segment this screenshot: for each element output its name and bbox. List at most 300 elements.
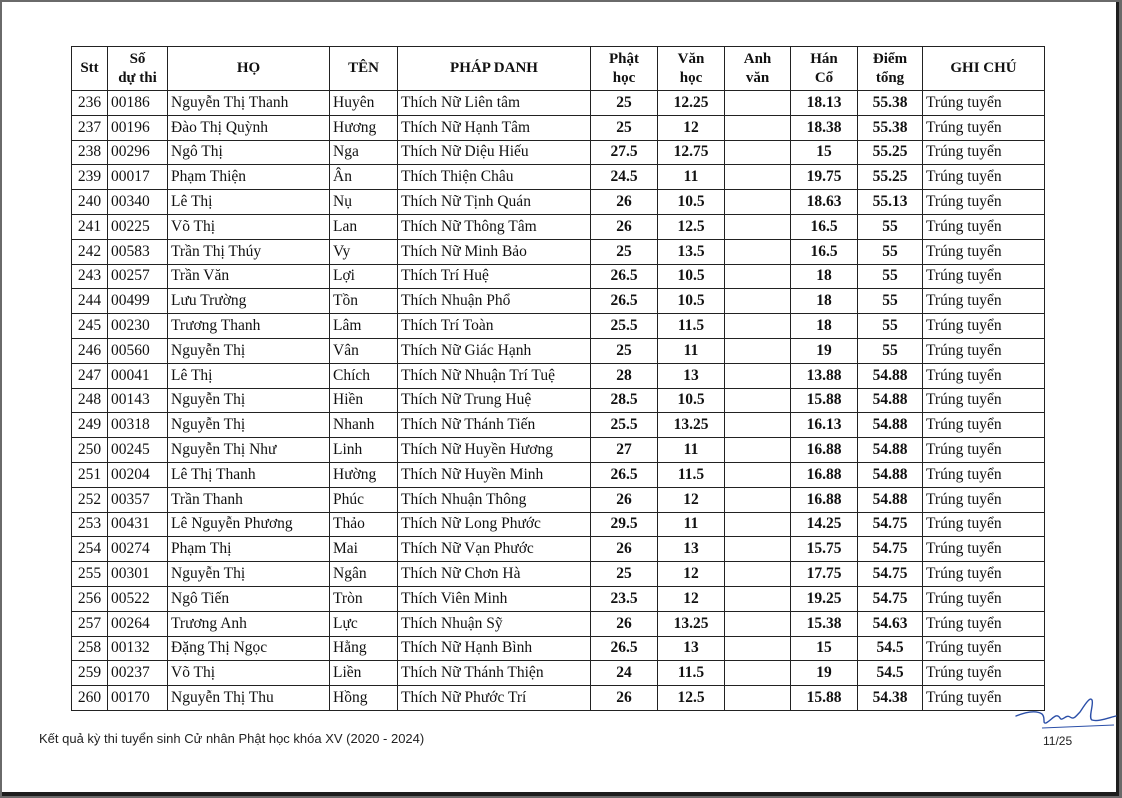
cell-van-hoc: 11 [658,165,725,190]
header-ten: TÊN [330,47,398,91]
cell-diem-tong: 54.75 [858,562,923,587]
cell-diem-tong: 54.5 [858,661,923,686]
cell-anh-van [725,264,791,289]
cell-so-du-thi: 00230 [108,314,168,339]
cell-ten: Thảo [330,512,398,537]
cell-so-du-thi: 00264 [108,611,168,636]
cell-ghi-chu: Trúng tuyển [923,190,1045,215]
cell-phat-hoc: 27 [591,438,658,463]
cell-ho: Phạm Thị [168,537,330,562]
cell-phap-danh: Thích Viên Minh [398,586,591,611]
cell-van-hoc: 10.5 [658,289,725,314]
cell-han-co: 16.88 [791,438,858,463]
header-so-du-thi: Số dự thi [108,47,168,91]
cell-phat-hoc: 23.5 [591,586,658,611]
cell-phat-hoc: 26 [591,611,658,636]
cell-van-hoc: 12.75 [658,140,725,165]
cell-so-du-thi: 00196 [108,115,168,140]
header-ghi-chu: GHI CHÚ [923,47,1045,91]
cell-stt: 259 [72,661,108,686]
cell-phap-danh: Thích Trí Huệ [398,264,591,289]
cell-phat-hoc: 28.5 [591,388,658,413]
table-row [72,686,1045,711]
cell-ten: Tròn [330,586,398,611]
cell-ten: Lâm [330,314,398,339]
cell-han-co: 15 [791,636,858,661]
cell-ghi-chu: Trúng tuyển [923,214,1045,239]
cell-phap-danh: Thích Nữ Thánh Tiến [398,413,591,438]
cell-van-hoc: 12 [658,586,725,611]
cell-diem-tong: 54.75 [858,586,923,611]
cell-han-co: 18.63 [791,190,858,215]
cell-diem-tong: 54.88 [858,413,923,438]
cell-so-du-thi: 00340 [108,190,168,215]
table-row [72,661,1045,686]
cell-phat-hoc: 26 [591,537,658,562]
cell-so-du-thi: 00237 [108,661,168,686]
admission-results-table [71,46,1045,711]
cell-ten: Lực [330,611,398,636]
cell-stt: 253 [72,512,108,537]
cell-van-hoc: 13.25 [658,611,725,636]
header-han-co: Hán Cổ [791,47,858,91]
cell-ten: Hương [330,115,398,140]
cell-diem-tong: 54.88 [858,462,923,487]
cell-so-du-thi: 00431 [108,512,168,537]
cell-phat-hoc: 26 [591,686,658,711]
cell-ghi-chu: Trúng tuyển [923,487,1045,512]
cell-diem-tong: 55.13 [858,190,923,215]
cell-ghi-chu: Trúng tuyển [923,165,1045,190]
cell-ten: Nhanh [330,413,398,438]
cell-diem-tong: 54.88 [858,388,923,413]
cell-ghi-chu: Trúng tuyển [923,661,1045,686]
cell-han-co: 15.75 [791,537,858,562]
header-phap-danh: PHÁP DANH [398,47,591,91]
cell-ho: Nguyễn Thị [168,413,330,438]
cell-van-hoc: 11 [658,438,725,463]
cell-ho: Trần Thanh [168,487,330,512]
cell-diem-tong: 55.38 [858,115,923,140]
cell-ten: Nga [330,140,398,165]
cell-ghi-chu: Trúng tuyển [923,115,1045,140]
cell-ghi-chu: Trúng tuyển [923,686,1045,711]
signature-stroke [1016,699,1116,723]
cell-han-co: 18.13 [791,91,858,116]
cell-phat-hoc: 25 [591,239,658,264]
header-anh-van: Anh văn [725,47,791,91]
cell-phap-danh: Thích Nữ Liên tâm [398,91,591,116]
cell-ho: Trần Thị Thúy [168,239,330,264]
table-row [72,462,1045,487]
cell-ho: Lê Nguyễn Phương [168,512,330,537]
cell-anh-van [725,165,791,190]
table-row [72,611,1045,636]
cell-phat-hoc: 24.5 [591,165,658,190]
cell-stt: 236 [72,91,108,116]
header-diem-tong: Điểm tổng [858,47,923,91]
cell-phap-danh: Thích Nữ Huyền Hương [398,438,591,463]
cell-phat-hoc: 24 [591,661,658,686]
table-row [72,239,1045,264]
cell-phat-hoc: 26.5 [591,636,658,661]
cell-van-hoc: 12 [658,562,725,587]
cell-so-du-thi: 00499 [108,289,168,314]
cell-han-co: 16.5 [791,214,858,239]
header-phat-hoc: Phật học [591,47,658,91]
cell-so-du-thi: 00186 [108,91,168,116]
cell-phap-danh: Thích Thiện Châu [398,165,591,190]
cell-van-hoc: 10.5 [658,388,725,413]
cell-stt: 247 [72,363,108,388]
table-row [72,438,1045,463]
cell-van-hoc: 12.5 [658,686,725,711]
cell-diem-tong: 54.88 [858,438,923,463]
table-header-row [72,47,1045,91]
cell-anh-van [725,462,791,487]
cell-anh-van [725,512,791,537]
cell-ten: Vy [330,239,398,264]
cell-ghi-chu: Trúng tuyển [923,611,1045,636]
cell-anh-van [725,338,791,363]
cell-ten: Huyên [330,91,398,116]
cell-phap-danh: Thích Nữ Minh Bảo [398,239,591,264]
cell-phat-hoc: 26.5 [591,462,658,487]
signature-underline [1042,725,1114,728]
cell-ten: Nụ [330,190,398,215]
cell-han-co: 16.88 [791,487,858,512]
cell-ho: Đặng Thị Ngọc [168,636,330,661]
cell-stt: 240 [72,190,108,215]
cell-so-du-thi: 00143 [108,388,168,413]
page-number: 11/25 [1043,734,1073,748]
header-ho: HỌ [168,47,330,91]
cell-han-co: 16.13 [791,413,858,438]
cell-stt: 248 [72,388,108,413]
cell-stt: 255 [72,562,108,587]
cell-diem-tong: 55 [858,264,923,289]
cell-ghi-chu: Trúng tuyển [923,140,1045,165]
cell-han-co: 14.25 [791,512,858,537]
table-row [72,190,1045,215]
cell-han-co: 18 [791,264,858,289]
cell-anh-van [725,239,791,264]
cell-phap-danh: Thích Nhuận Thông [398,487,591,512]
cell-phat-hoc: 28 [591,363,658,388]
cell-han-co: 18 [791,289,858,314]
table-row [72,91,1045,116]
cell-so-du-thi: 00257 [108,264,168,289]
cell-ghi-chu: Trúng tuyển [923,314,1045,339]
table-row [72,487,1045,512]
cell-phat-hoc: 25 [591,115,658,140]
cell-ho: Trần Văn [168,264,330,289]
cell-ghi-chu: Trúng tuyển [923,363,1045,388]
cell-ho: Ngô Tiến [168,586,330,611]
cell-anh-van [725,636,791,661]
cell-diem-tong: 54.38 [858,686,923,711]
cell-phap-danh: Thích Nữ Phước Trí [398,686,591,711]
cell-ghi-chu: Trúng tuyển [923,586,1045,611]
cell-ho: Nguyễn Thị [168,388,330,413]
cell-van-hoc: 10.5 [658,190,725,215]
cell-han-co: 16.5 [791,239,858,264]
cell-ho: Võ Thị [168,661,330,686]
cell-ghi-chu: Trúng tuyển [923,289,1045,314]
cell-han-co: 19 [791,661,858,686]
cell-anh-van [725,562,791,587]
table-row [72,264,1045,289]
cell-ho: Lưu Trường [168,289,330,314]
cell-anh-van [725,438,791,463]
cell-stt: 239 [72,165,108,190]
cell-phat-hoc: 25 [591,562,658,587]
cell-ghi-chu: Trúng tuyển [923,413,1045,438]
cell-phat-hoc: 27.5 [591,140,658,165]
cell-phat-hoc: 29.5 [591,512,658,537]
table-row [72,314,1045,339]
cell-stt: 237 [72,115,108,140]
cell-stt: 246 [72,338,108,363]
cell-ghi-chu: Trúng tuyển [923,462,1045,487]
cell-ho: Trương Anh [168,611,330,636]
cell-anh-van [725,487,791,512]
cell-ghi-chu: Trúng tuyển [923,636,1045,661]
table-row [72,413,1045,438]
cell-phap-danh: Thích Nữ Long Phước [398,512,591,537]
cell-phap-danh: Thích Nữ Nhuận Trí Tuệ [398,363,591,388]
cell-van-hoc: 13 [658,363,725,388]
cell-van-hoc: 11.5 [658,661,725,686]
cell-anh-van [725,686,791,711]
cell-ten: Liền [330,661,398,686]
table-row [72,140,1045,165]
cell-van-hoc: 13 [658,636,725,661]
cell-ghi-chu: Trúng tuyển [923,338,1045,363]
cell-diem-tong: 55 [858,289,923,314]
signature-icon [1012,690,1122,734]
cell-stt: 260 [72,686,108,711]
cell-anh-van [725,214,791,239]
cell-phap-danh: Thích Nữ Thánh Thiện [398,661,591,686]
cell-han-co: 15.38 [791,611,858,636]
cell-so-du-thi: 00225 [108,214,168,239]
cell-ghi-chu: Trúng tuyển [923,264,1045,289]
header-stt: Stt [72,47,108,91]
cell-phat-hoc: 26 [591,190,658,215]
cell-ten: Hồng [330,686,398,711]
cell-anh-van [725,289,791,314]
cell-van-hoc: 11 [658,338,725,363]
cell-ho: Nguyễn Thị Thu [168,686,330,711]
cell-so-du-thi: 00245 [108,438,168,463]
cell-anh-van [725,413,791,438]
cell-phat-hoc: 25.5 [591,314,658,339]
table-row [72,388,1045,413]
cell-phat-hoc: 26.5 [591,264,658,289]
cell-han-co: 19.75 [791,165,858,190]
cell-stt: 256 [72,586,108,611]
cell-phap-danh: Thích Nữ Trung Huệ [398,388,591,413]
cell-so-du-thi: 00170 [108,686,168,711]
cell-ten: Ân [330,165,398,190]
cell-diem-tong: 54.63 [858,611,923,636]
cell-han-co: 15.88 [791,388,858,413]
cell-diem-tong: 54.88 [858,487,923,512]
cell-stt: 252 [72,487,108,512]
cell-stt: 254 [72,537,108,562]
cell-diem-tong: 55.25 [858,165,923,190]
cell-stt: 249 [72,413,108,438]
table-row [72,586,1045,611]
cell-so-du-thi: 00017 [108,165,168,190]
cell-phap-danh: Thích Nhuận Sỹ [398,611,591,636]
cell-so-du-thi: 00274 [108,537,168,562]
cell-so-du-thi: 00522 [108,586,168,611]
cell-so-du-thi: 00583 [108,239,168,264]
table-row [72,165,1045,190]
cell-ten: Lan [330,214,398,239]
cell-anh-van [725,611,791,636]
cell-phap-danh: Thích Nữ Thông Tâm [398,214,591,239]
cell-anh-van [725,190,791,215]
cell-phap-danh: Thích Nữ Tịnh Quán [398,190,591,215]
cell-anh-van [725,388,791,413]
table-row [72,636,1045,661]
cell-han-co: 16.88 [791,462,858,487]
cell-ghi-chu: Trúng tuyển [923,91,1045,116]
cell-han-co: 19.25 [791,586,858,611]
cell-phat-hoc: 25 [591,91,658,116]
cell-ho: Trương Thanh [168,314,330,339]
footer-caption: Kết quả kỳ thi tuyển sinh Cử nhân Phật học khóa XV (2020 - 2024) [39,731,425,746]
cell-ten: Hiền [330,388,398,413]
table-row [72,562,1045,587]
cell-stt: 243 [72,264,108,289]
cell-phap-danh: Thích Nữ Hạnh Tâm [398,115,591,140]
cell-ghi-chu: Trúng tuyển [923,512,1045,537]
cell-so-du-thi: 00301 [108,562,168,587]
cell-han-co: 13.88 [791,363,858,388]
cell-anh-van [725,363,791,388]
cell-phap-danh: Thích Nữ Chơn Hà [398,562,591,587]
cell-ghi-chu: Trúng tuyển [923,562,1045,587]
cell-stt: 238 [72,140,108,165]
cell-diem-tong: 55 [858,239,923,264]
cell-ten: Hường [330,462,398,487]
cell-han-co: 15.88 [791,686,858,711]
cell-so-du-thi: 00296 [108,140,168,165]
cell-phap-danh: Thích Trí Toàn [398,314,591,339]
cell-van-hoc: 12 [658,487,725,512]
cell-van-hoc: 13.5 [658,239,725,264]
cell-han-co: 19 [791,338,858,363]
cell-anh-van [725,586,791,611]
table-row [72,363,1045,388]
cell-phap-danh: Thích Nữ Hạnh Bình [398,636,591,661]
cell-diem-tong: 54.88 [858,363,923,388]
table-body [72,91,1045,711]
cell-stt: 251 [72,462,108,487]
table-row [72,338,1045,363]
cell-ho: Nguyễn Thị [168,562,330,587]
cell-so-du-thi: 00318 [108,413,168,438]
cell-ten: Ngân [330,562,398,587]
table-row [72,214,1045,239]
cell-ten: Hằng [330,636,398,661]
cell-ten: Linh [330,438,398,463]
cell-stt: 257 [72,611,108,636]
document-page [2,2,1119,796]
table-row [72,512,1045,537]
cell-ten: Mai [330,537,398,562]
cell-diem-tong: 55 [858,214,923,239]
cell-phat-hoc: 26 [591,487,658,512]
cell-van-hoc: 13 [658,537,725,562]
cell-anh-van [725,115,791,140]
cell-stt: 250 [72,438,108,463]
cell-stt: 242 [72,239,108,264]
cell-phap-danh: Thích Nhuận Phổ [398,289,591,314]
cell-ho: Nguyễn Thị Như [168,438,330,463]
cell-ten: Phúc [330,487,398,512]
cell-van-hoc: 12 [658,115,725,140]
cell-diem-tong: 54.75 [858,537,923,562]
cell-han-co: 18 [791,314,858,339]
cell-anh-van [725,314,791,339]
cell-diem-tong: 54.5 [858,636,923,661]
cell-ho: Lê Thị [168,363,330,388]
cell-ho: Lê Thị [168,190,330,215]
cell-ten: Vân [330,338,398,363]
cell-ho: Phạm Thiện [168,165,330,190]
cell-ho: Đào Thị Quỳnh [168,115,330,140]
cell-ho: Nguyễn Thị Thanh [168,91,330,116]
cell-van-hoc: 11.5 [658,462,725,487]
cell-so-du-thi: 00041 [108,363,168,388]
cell-han-co: 18.38 [791,115,858,140]
cell-ghi-chu: Trúng tuyển [923,438,1045,463]
cell-ten: Chích [330,363,398,388]
cell-phap-danh: Thích Nữ Vạn Phước [398,537,591,562]
cell-phap-danh: Thích Nữ Giác Hạnh [398,338,591,363]
cell-diem-tong: 55 [858,314,923,339]
cell-ten: Tồn [330,289,398,314]
cell-diem-tong: 55 [858,338,923,363]
cell-van-hoc: 10.5 [658,264,725,289]
cell-phat-hoc: 26.5 [591,289,658,314]
cell-anh-van [725,537,791,562]
cell-phap-danh: Thích Nữ Diệu Hiếu [398,140,591,165]
cell-phat-hoc: 25 [591,338,658,363]
header-van-hoc: Văn học [658,47,725,91]
cell-han-co: 15 [791,140,858,165]
cell-stt: 258 [72,636,108,661]
cell-phap-danh: Thích Nữ Huyền Minh [398,462,591,487]
cell-phat-hoc: 25.5 [591,413,658,438]
cell-diem-tong: 54.75 [858,512,923,537]
cell-anh-van [725,91,791,116]
table-row [72,289,1045,314]
cell-anh-van [725,140,791,165]
cell-ho: Võ Thị [168,214,330,239]
cell-stt: 245 [72,314,108,339]
table-row [72,537,1045,562]
cell-so-du-thi: 00560 [108,338,168,363]
cell-van-hoc: 11.5 [658,314,725,339]
table-row [72,115,1045,140]
cell-ho: Lê Thị Thanh [168,462,330,487]
